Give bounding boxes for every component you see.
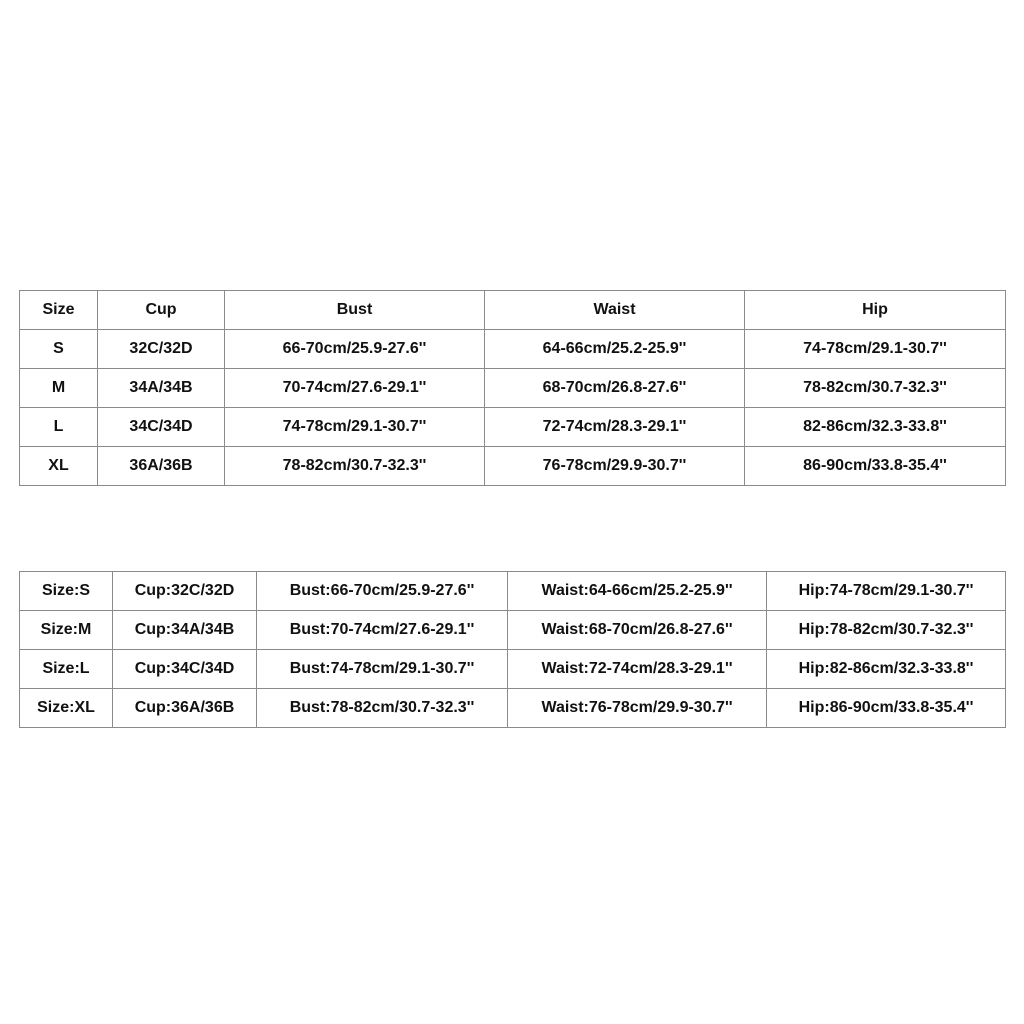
table-header-row	[20, 291, 1006, 330]
cell-bust: Bust:70-74cm/27.6-29.1''	[257, 611, 508, 650]
cell-size: Size:XL	[20, 689, 113, 728]
cell-cup: Cup:34A/34B	[113, 611, 257, 650]
header-bust: Bust	[225, 291, 485, 330]
size-chart-labeled-table	[19, 571, 1006, 728]
cell-hip: 74-78cm/29.1-30.7''	[745, 330, 1006, 369]
cell-waist: 72-74cm/28.3-29.1''	[485, 408, 745, 447]
cell-hip: Hip:78-82cm/30.7-32.3''	[767, 611, 1006, 650]
header-size: Size	[20, 291, 98, 330]
cell-size: Size:S	[20, 572, 113, 611]
cell-cup: 36A/36B	[98, 447, 225, 486]
cell-hip: Hip:82-86cm/32.3-33.8''	[767, 650, 1006, 689]
cell-hip: Hip:86-90cm/33.8-35.4''	[767, 689, 1006, 728]
cell-waist: Waist:64-66cm/25.2-25.9''	[508, 572, 767, 611]
cell-waist: 64-66cm/25.2-25.9''	[485, 330, 745, 369]
cell-size: S	[20, 330, 98, 369]
table-row	[20, 330, 1006, 369]
header-waist: Waist	[485, 291, 745, 330]
cell-hip: 78-82cm/30.7-32.3''	[745, 369, 1006, 408]
cell-size: M	[20, 369, 98, 408]
table-row	[20, 650, 1006, 689]
cell-waist: Waist:76-78cm/29.9-30.7''	[508, 689, 767, 728]
table-row	[20, 689, 1006, 728]
cell-size: XL	[20, 447, 98, 486]
table-row	[20, 611, 1006, 650]
size-chart-table	[19, 290, 1006, 486]
cell-bust: Bust:66-70cm/25.9-27.6''	[257, 572, 508, 611]
cell-bust: Bust:78-82cm/30.7-32.3''	[257, 689, 508, 728]
cell-size: Size:L	[20, 650, 113, 689]
header-hip: Hip	[745, 291, 1006, 330]
cell-waist: Waist:72-74cm/28.3-29.1''	[508, 650, 767, 689]
table-row	[20, 408, 1006, 447]
cell-bust: 74-78cm/29.1-30.7''	[225, 408, 485, 447]
table-row	[20, 447, 1006, 486]
cell-bust: 78-82cm/30.7-32.3''	[225, 447, 485, 486]
cell-cup: 32C/32D	[98, 330, 225, 369]
cell-bust: Bust:74-78cm/29.1-30.7''	[257, 650, 508, 689]
cell-waist: 76-78cm/29.9-30.7''	[485, 447, 745, 486]
cell-cup: Cup:36A/36B	[113, 689, 257, 728]
cell-cup: 34A/34B	[98, 369, 225, 408]
cell-hip: 82-86cm/32.3-33.8''	[745, 408, 1006, 447]
cell-size: L	[20, 408, 98, 447]
cell-waist: 68-70cm/26.8-27.6''	[485, 369, 745, 408]
cell-bust: 66-70cm/25.9-27.6''	[225, 330, 485, 369]
cell-hip: 86-90cm/33.8-35.4''	[745, 447, 1006, 486]
cell-cup: Cup:32C/32D	[113, 572, 257, 611]
cell-hip: Hip:74-78cm/29.1-30.7''	[767, 572, 1006, 611]
table-row	[20, 369, 1006, 408]
cell-cup: Cup:34C/34D	[113, 650, 257, 689]
cell-waist: Waist:68-70cm/26.8-27.6''	[508, 611, 767, 650]
header-cup: Cup	[98, 291, 225, 330]
table-row	[20, 572, 1006, 611]
cell-size: Size:M	[20, 611, 113, 650]
cell-bust: 70-74cm/27.6-29.1''	[225, 369, 485, 408]
cell-cup: 34C/34D	[98, 408, 225, 447]
